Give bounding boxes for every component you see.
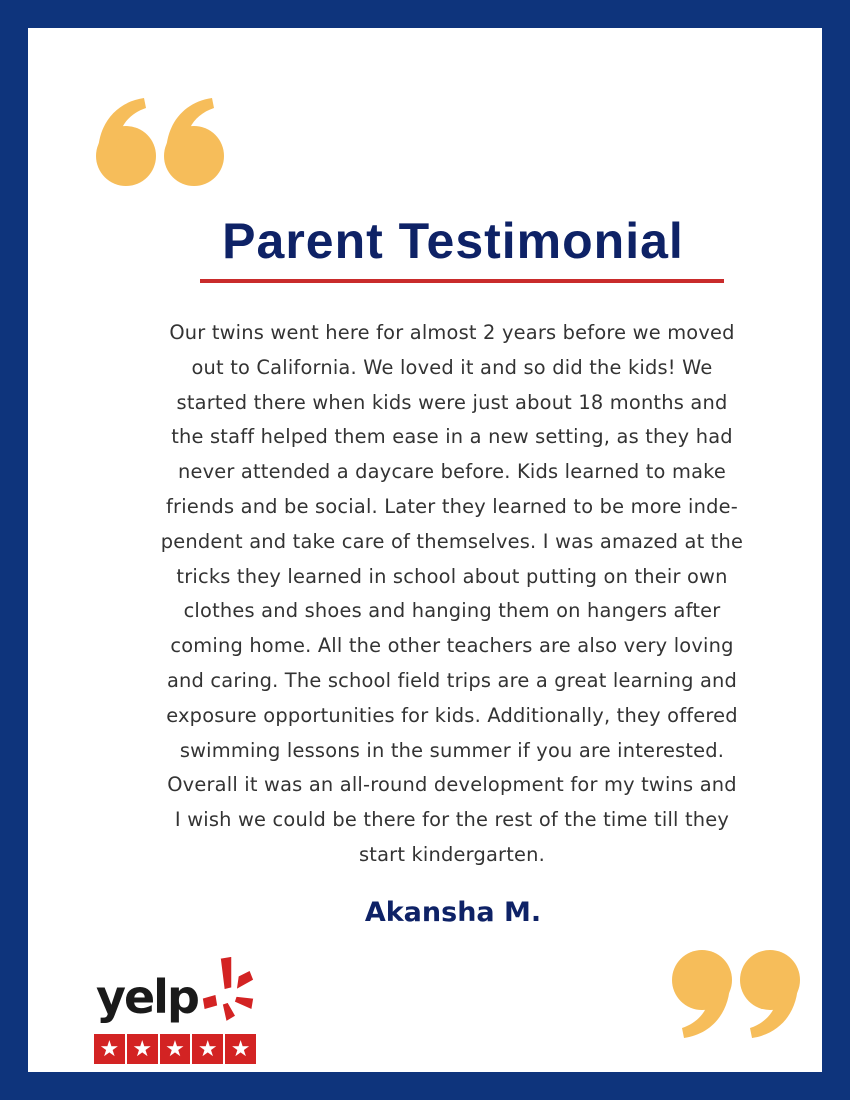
testimonial-line: Overall it was an all-round development for my twins and [167,773,737,797]
yelp-badge [94,954,258,1068]
page-title: Parent Testimonial [222,213,684,269]
yelp-wordmark: yelp [96,970,198,1024]
testimonial-line: clothes and shoes and hanging them on hangers after [183,599,721,623]
testimonial-line: out to California. We loved it and so did the kids! We [191,355,713,379]
testimonial-line: never attended a daycare before. Kids learned to make [177,460,727,484]
testimonial-line: friends and be social. Later they learned to be more inde- [166,494,738,518]
testimonial-line: exposure opportunities for kids. Additionally, they offered [166,703,738,727]
title-underline [200,279,724,283]
testimonial-text [124,316,780,873]
testimonial-line: pendent and take care of themselves. I was amazed at the [160,529,744,553]
testimonial-line: I wish we could be there for the rest of the time till they [174,808,730,832]
testimonial-line: the staff helped them ease in a new setting, as they had [171,425,733,449]
testimonial-line: Our twins went here for almost 2 years before we moved [169,321,735,344]
star-icon: ★ [160,1034,191,1064]
testimonial-line: started there when kids were just about 18 months and [176,390,728,414]
testimonial-line: start kindergarten. [358,842,546,866]
testimonial-line: and caring. The school field trips are a great learning and [166,668,738,692]
yelp-rating [94,1034,256,1064]
author-name: Akansha M. [364,897,542,928]
close-quote-icon [670,948,802,1040]
testimonial-line: coming home. All the other teachers are also very loving [170,634,734,658]
testimonial-line: tricks they learned in school about putting on their own [176,564,728,588]
star-icon: ★ [225,1034,256,1064]
star-icon: ★ [192,1034,223,1064]
star-icon: ★ [94,1034,125,1064]
star-icon: ★ [127,1034,158,1064]
open-quote-icon [94,96,226,188]
yelp-logo-icon [198,954,258,1026]
testimonial-line: swimming lessons in the summer if you are interested. [179,738,725,762]
